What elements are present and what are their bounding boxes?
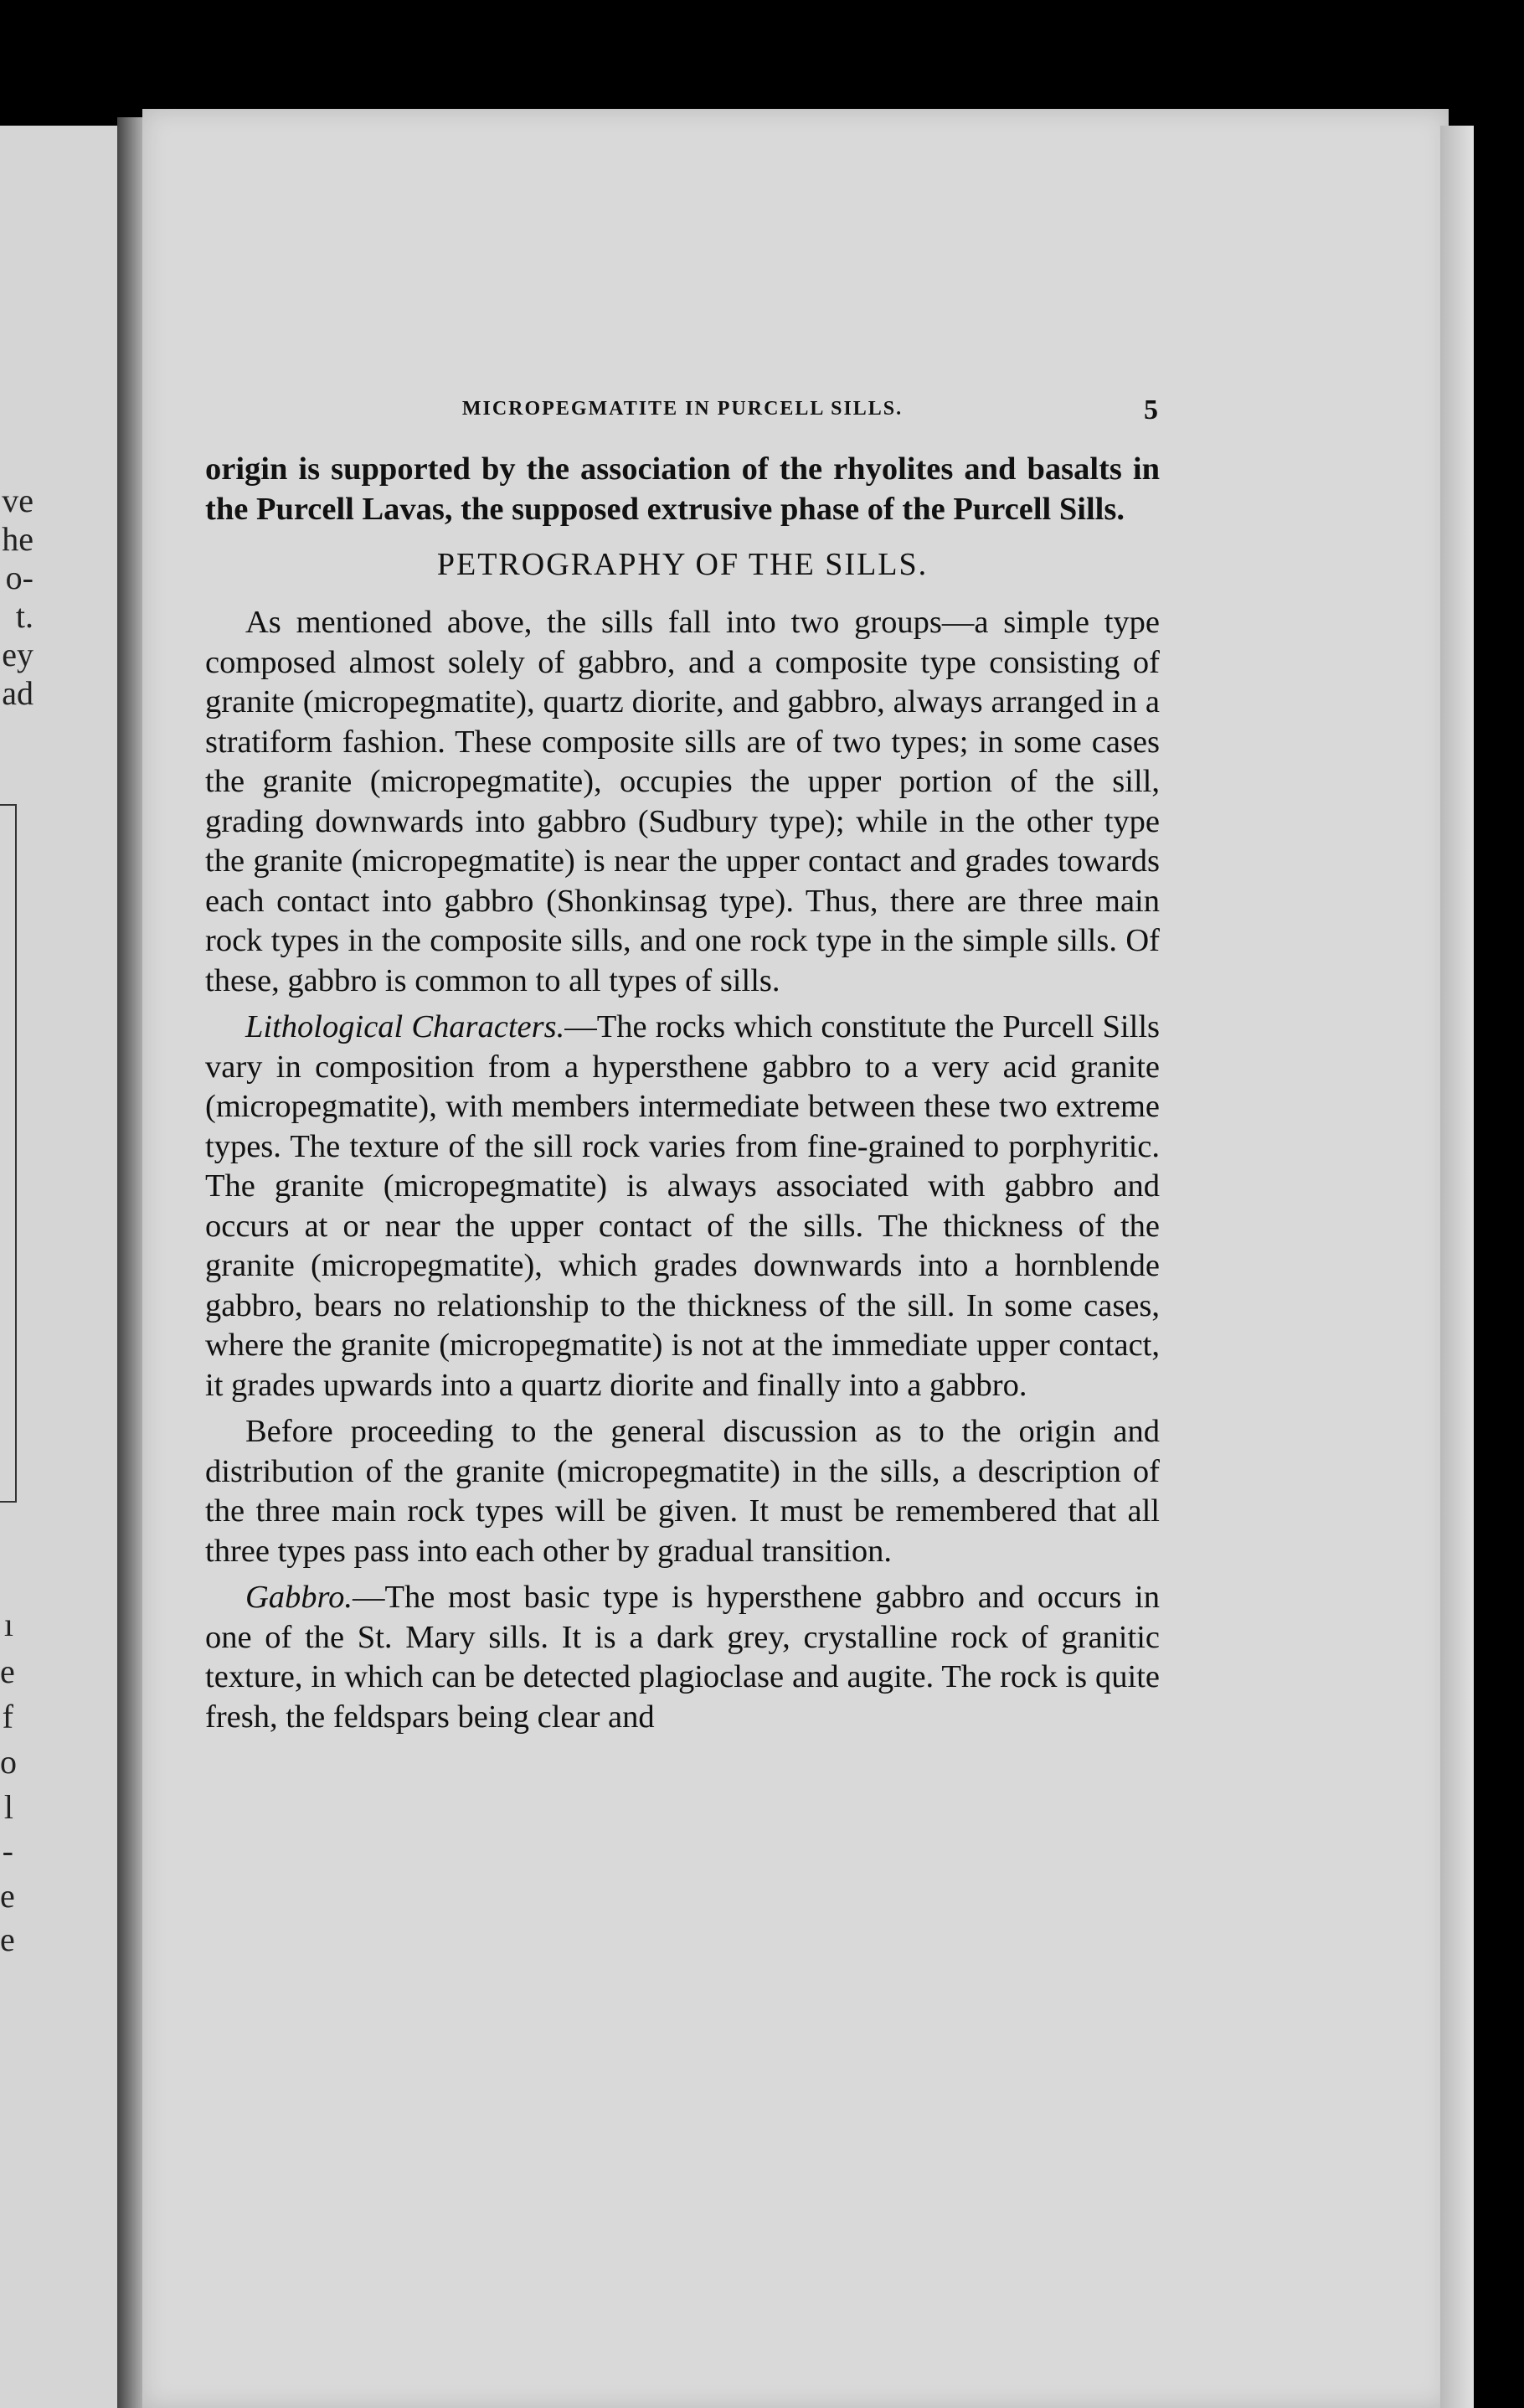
margin-fragment: e [0, 1653, 15, 1690]
margin-fragment: l [3, 1788, 13, 1826]
paragraph: As mentioned above, the sills fall into two groups—a simple type composed almost solely of gabbro, and a composite type consisting of granite (micropegmatite), quartz diorite, and gabbro, always arranged in a stratiform fashion. These composite sills are of two types; in some cases the granite (micropegmatite), occupies the upper portion of the sill, grading downwards into gabbro (Sudbury type); while in the other type the granite (micropegmatite) is near the upper contact and grades towards each contact into gabbro (Shonkinsag type). Thus, there are three main rock types in the composite sills, and one rock type in the simple sills. Of these, gabbro is common to all types of sills. [205, 605, 1160, 998]
paragraph: Before proceeding to the general discussion as to the origin and distribution of the granite (micropegmatite) in the sills, a description of the three main rock types will be given. It must be remembered that all three types pass into each other by gradual transition. [205, 1414, 1160, 1569]
page-edge [1440, 126, 1474, 2408]
left-page-figure-frame [0, 804, 17, 1503]
margin-fragment: he [2, 520, 33, 558]
left-page-edge [0, 126, 127, 2408]
margin-fragment: ve [2, 482, 33, 519]
margin-fragment: t. [15, 597, 33, 635]
margin-fragment: e [0, 1921, 15, 1958]
margin-fragment: f [2, 1698, 13, 1735]
margin-fragment: o [0, 1743, 17, 1781]
paragraph-text: —The rocks which constitute the Purcell Sills vary in composition from a hypersthene gabbro to a very acid granite (micropegmatite), with members intermediate between these two extreme types. The texture of the sill rock varies from fine-grained to porphyritic. The granite (micropegmatite) is always associated with gabbro and occurs at or near the upper contact of the sills. The thickness of the granite (micropegmatite), which grades downwards into a hornblende gabbro, bears no relationship to the thickness of the sill. In some cases, where the granite (micropegmatite) is not at the immediate upper contact, it grades upwards into a quartz diorite and finally into a gabbro. [205, 1009, 1161, 1403]
margin-fragment: o- [5, 559, 33, 596]
paragraph [205, 1578, 1160, 1737]
running-header [205, 394, 1160, 431]
opening-paragraph: origin is supported by the association of the rhyolites and basalts in the Purcell Lavas, the supposed extrusive phase of the Purcell Sills. [205, 451, 1160, 527]
run-in-heading: Lithological Characters. [245, 1009, 565, 1044]
margin-fragment: ad [2, 674, 33, 712]
paragraph-text: —The most basic type is hypersthene gabbro and occurs in one of the St. Mary sills. It is a dark grey, crystalline rock of granitic texture, in which can be detected plagioclase and augite. The rock is quite fresh, the feldspars being clear and [205, 1580, 1160, 1735]
margin-fragment: e [0, 1877, 15, 1915]
run-in-heading: Gabbro. [245, 1580, 353, 1615]
page-text [205, 394, 1161, 1737]
running-title: MICROPEGMATITE IN PURCELL SILLS. [461, 398, 904, 420]
paragraph [205, 1008, 1160, 1405]
margin-fragment: - [2, 1832, 13, 1869]
margin-fragment: ı [3, 1606, 13, 1643]
margin-fragment: ey [2, 636, 33, 673]
page-number: 5 [1144, 394, 1160, 425]
section-heading: PETROGRAPHY OF THE SILLS. [436, 547, 929, 582]
